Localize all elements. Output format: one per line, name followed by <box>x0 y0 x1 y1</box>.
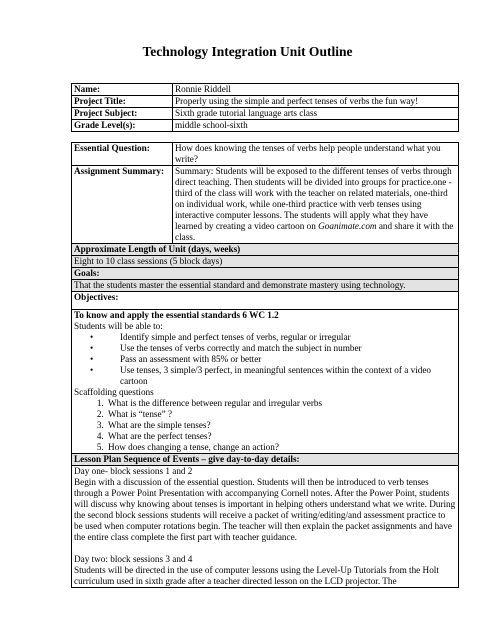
scaffolding-question: 4. What are the perfect tenses? <box>106 431 456 442</box>
essential-question-row <box>72 143 459 166</box>
day-two-text: Students will be directed in the use of computer lessons using the Level-Up Tutorials from the Holt curriculum used in sixth grade after a teacher directed lesson on the LCD projector. The <box>74 565 439 586</box>
objective-item: • Use tenses, 3 simple/3 perfect, in meaningful sentences within the context of a video cartoon <box>120 365 456 387</box>
objectives-label: Objectives: <box>72 292 459 310</box>
scaffolding-question: 5. How does changing a tense, change an action? <box>106 442 456 453</box>
info-row-subject <box>72 108 459 120</box>
day-one-text: Begin with a discussion of the essential question. Students will then be introduced to verb tenses through a Power Point Presentation with accompanying Cornell notes. After the Power Point, students will discuss why knowing about tenses is important in helping others understand what we write. During the second block sessions students will receive a packet of writing/editing/and assessment practice to be used when computer rotations begin. The teacher will then explain the packet assignments and have the entire class complete the first part with teacher guidance. <box>74 477 456 542</box>
project-subject-label: Project Subject: <box>72 108 173 120</box>
name-value: Ronnie Riddell <box>173 84 459 96</box>
scaffolding-question: 2. What is “tense” ? <box>106 409 456 420</box>
day-two-label: Day two: block sessions 3 and 4 <box>74 554 193 564</box>
objectives-list <box>74 332 456 387</box>
grade-level-label: Grade Level(s): <box>72 120 173 132</box>
unit-length-text: Eight to 10 class sessions (5 block days) <box>72 256 459 268</box>
document-title: Technology Integration Unit Outline <box>142 44 353 59</box>
project-title-value: Properly using the simple and perfect tenses of verbs the fun way! <box>173 96 459 108</box>
objectives-content <box>72 310 459 454</box>
objective-item: • Use the tenses of verbs correctly and match the subject in number <box>120 343 456 354</box>
essential-question-label: Essential Question: <box>72 143 173 166</box>
objectives-heading: To know and apply the essential standards 6 WC 1.2 <box>74 310 279 320</box>
unit-length-label: Approximate Length of Unit (days, weeks) <box>72 244 459 256</box>
goals-text: That the students master the essential standard and demonstrate mastery using technology. <box>72 280 459 292</box>
info-row-name <box>72 84 459 96</box>
scaffolding-questions <box>74 398 456 453</box>
objective-item: • Pass an assessment with 85% or better <box>120 354 456 365</box>
assignment-summary-label: Assignment Summary: <box>72 166 173 244</box>
assignment-summary-row <box>72 166 459 244</box>
summary-text-after: and share it with the class. <box>175 221 454 242</box>
objectives-intro: Students will be able to: <box>74 321 163 331</box>
goals-label: Goals: <box>72 268 459 280</box>
lesson-plan-label: Lesson Plan Sequence of Events – give day-to-day details: <box>72 454 459 466</box>
unit-outline-table <box>71 142 459 588</box>
info-row-grade <box>72 120 459 132</box>
scaffolding-question: 3. What are the simple tenses? <box>106 420 456 431</box>
project-title-label: Project Title: <box>72 96 173 108</box>
goanimate-site: Goanimate.com <box>318 221 377 231</box>
scaffolding-label: Scaffolding questions <box>74 387 154 397</box>
summary-text-before: Summary: Students will be exposed to the different tenses of verbs through direct teaching. Then students will be divided into groups for practice.one -third of the class will work with the teacher on related materials, one-third on individual work, while one-third practice with verb tenses using interactive computer lessons. The students will apply what they have learned by creating a video cartoon on <box>175 166 452 231</box>
scaffolding-question: 1. What is the difference between regular and irregular verbs <box>106 398 456 409</box>
assignment-summary-text <box>173 166 459 244</box>
project-info-table <box>71 83 459 132</box>
lesson-plan-content <box>72 466 459 588</box>
name-label: Name: <box>72 84 173 96</box>
day-one-label: Day one- block sessions 1 and 2 <box>74 466 193 476</box>
objective-item: • Identify simple and perfect tenses of verbs, regular or irregular <box>120 332 456 343</box>
essential-question-text: How does knowing the tenses of verbs help people understand what you write? <box>173 143 459 166</box>
project-subject-value: Sixth grade tutorial language arts class <box>173 108 459 120</box>
grade-level-value: middle school-sixth <box>173 120 459 132</box>
info-row-title <box>72 96 459 108</box>
